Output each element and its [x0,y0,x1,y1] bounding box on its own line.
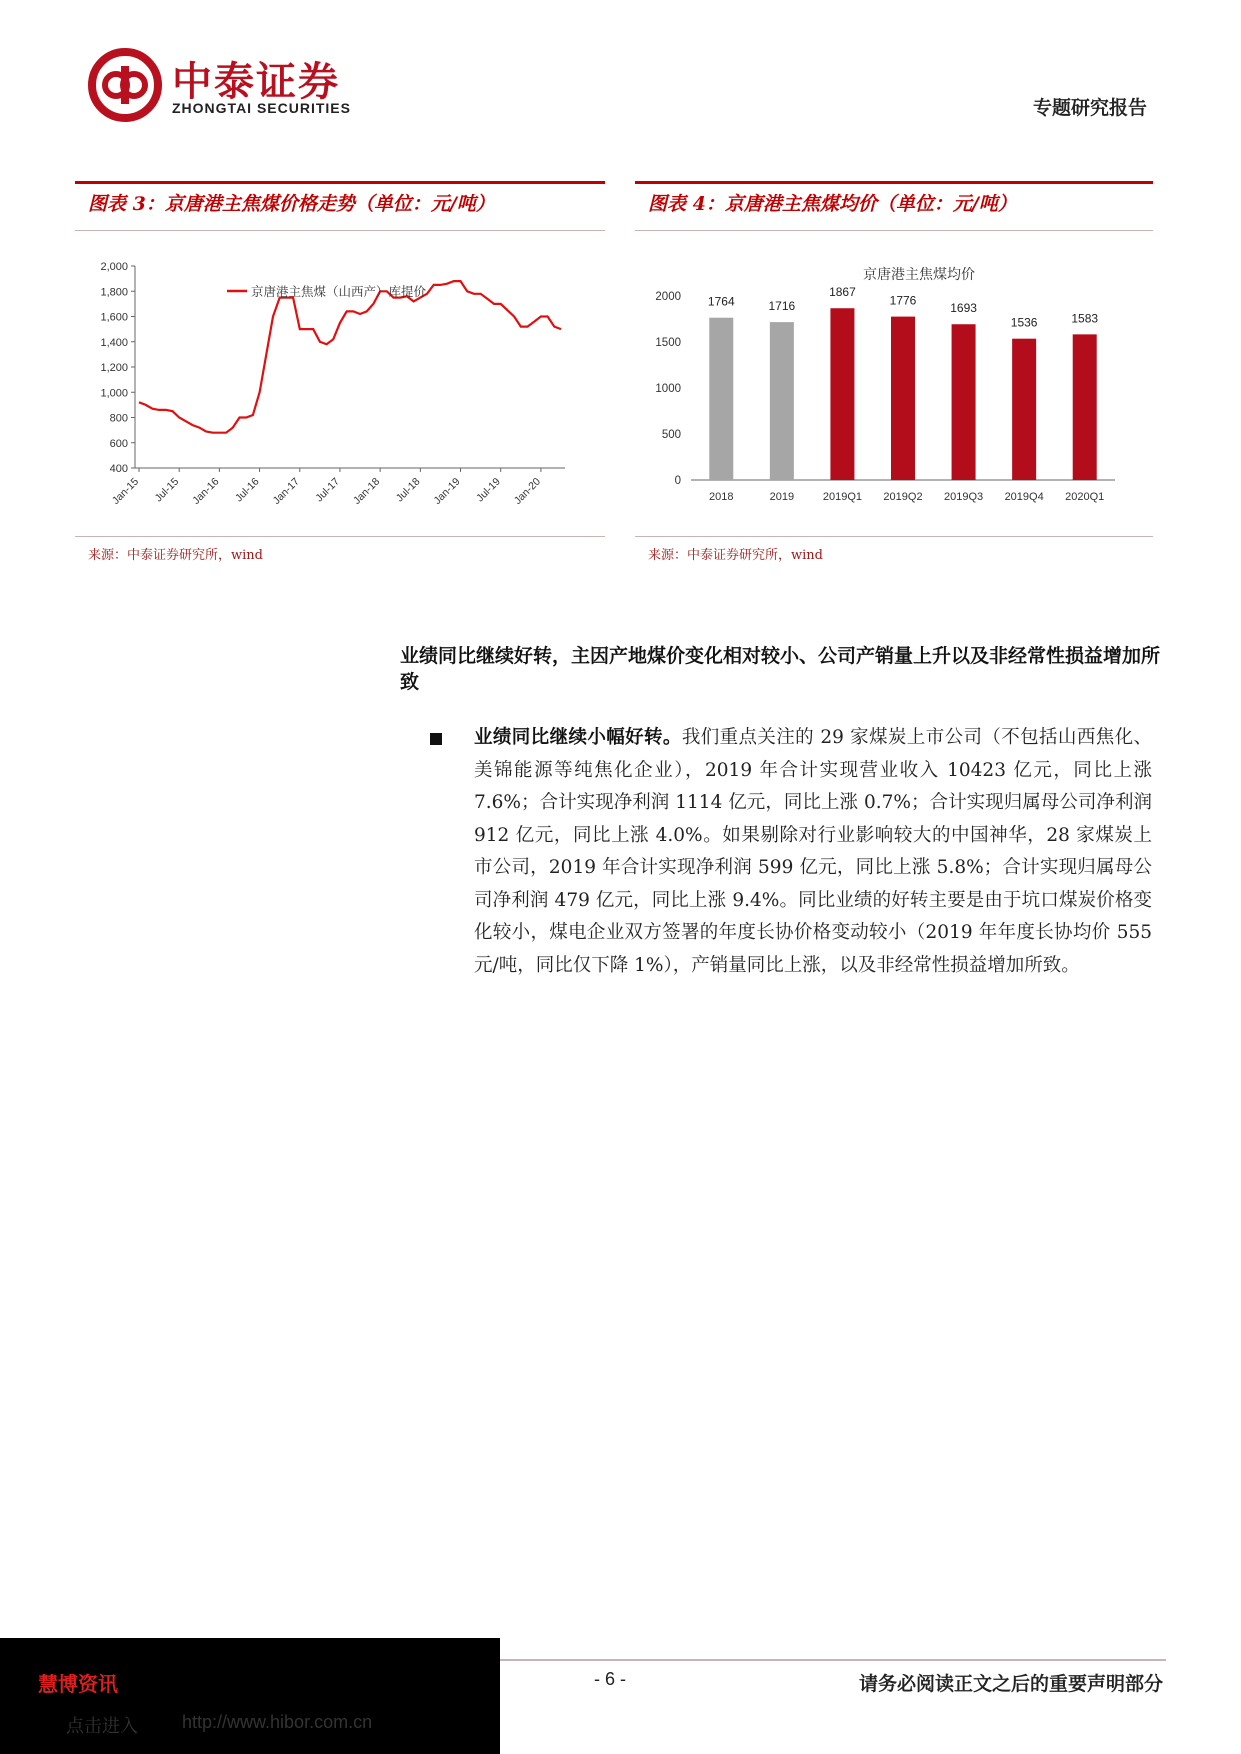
bullet-square-icon [430,733,442,745]
page-number: - 6 - [594,1669,627,1689]
x-category-label: 2020Q1 [1065,491,1105,503]
bar-value-label: 1764 [707,294,735,309]
chart3-heading-rule [75,230,605,231]
paragraph-body: 我们重点关注的 29 家煤炭上市公司（不包括山西焦化、美锦能源等纯焦化企业），2019 年合计实现营业收入 10423 亿元，同比上涨 7.6%；合计实现净利润 1114 亿元，同比上涨 0.7%；合计实现归属母公司净利润 912 亿元，同比上涨 4.0%。如果剔除对行业影响较大的中国神华，28 家煤炭上市公司，2019 年合计实现净利润 599 亿元，同比上涨 5.8%；合计实现归属母公司净利润 479 亿元，同比上涨 9.4%。同比业绩的好转主要是由于坑口煤炭价格变化较小，煤电企业双方签署的年度长协价格变动较小（2019 年年度长协均价 555 元/吨，同比仅下降 1%），产销量同比上涨，以及非经常性损益增加所致。 [474,727,1152,976]
chart4-bottom-rule [635,536,1153,537]
logo-english-name: ZHONGTAI SECURITIES [172,100,351,116]
y-tick-label: 500 [661,429,681,441]
y-tick-label: 1000 [655,383,681,395]
y-tick-label: 2000 [655,291,681,303]
x-tick-label: Jan-20 [511,475,544,507]
x-tick-label: Jan-15 [109,475,142,507]
y-tick-label: 1500 [655,337,681,349]
section-paragraph [474,722,1152,982]
bar-2020Q1 [1073,334,1097,480]
chart4-top-rule [635,181,1153,184]
watermark-url[interactable]: http://www.hibor.com.cn [182,1712,373,1732]
logo-mark-icon [88,48,162,122]
y-tick-label: 1,400 [100,336,128,349]
bar-value-label: 1536 [1010,315,1038,330]
bar-value-label: 1693 [950,301,977,316]
x-category-label: 2019 [769,491,795,503]
chart3-source: 来源：中泰证券研究所，wind [88,548,263,563]
section-heading: 业绩同比继续好转，主因产地煤价变化相对较小、公司产销量上升以及非经常性损益增加所致 [400,645,1161,693]
price-trend-chart [75,262,605,522]
x-tick-label: Jul-15 [152,475,182,505]
x-tick-label: Jul-16 [232,475,262,505]
bar-value-label: 1776 [889,293,917,308]
x-category-label: 2019Q2 [883,491,923,503]
watermark-link-text[interactable]: 点击进入 [66,1716,138,1737]
x-tick-label: Jul-17 [313,475,343,505]
x-tick-label: Jul-18 [393,475,423,505]
y-tick-label: 1,800 [100,286,128,299]
chart3-legend-label: 京唐港主焦煤（山西产）库提价 [251,285,427,299]
company-logo [88,48,162,122]
y-tick-label: 600 [109,437,128,450]
y-tick-label: 800 [109,412,128,425]
x-category-label: 2019Q3 [943,491,984,503]
price-series-line [139,281,561,433]
y-tick-label: 0 [674,475,681,487]
chart3-top-rule [75,181,605,184]
bar-2019 [770,322,794,480]
chart4-heading: 图表 4：京唐港主焦煤均价（单位：元/吨） [648,193,1017,215]
bar-2019Q4 [1012,339,1036,480]
y-tick-label: 2,000 [100,262,128,273]
bar-2019Q2 [891,317,915,480]
bar-value-label: 1716 [768,299,796,314]
paragraph-lead: 业绩同比继续小幅好转。 [474,727,682,748]
average-price-bar-chart [635,256,1153,512]
chart3-heading: 图表 3：京唐港主焦煤价格走势（单位：元/吨） [88,193,495,215]
bar-value-label: 1867 [829,285,856,300]
chart4-source: 来源：中泰证券研究所，wind [648,548,823,563]
y-tick-label: 400 [109,463,128,475]
footer-disclaimer: 请务必阅读正文之后的重要声明部分 [858,1673,1163,1695]
bar-2018 [709,318,733,480]
y-tick-label: 1,200 [100,362,128,374]
watermark-brand: 慧博资讯 [38,1672,118,1696]
y-tick-label: 1,000 [100,387,128,400]
x-tick-label: Jul-19 [474,475,503,505]
x-category-label: 2019Q4 [1004,491,1044,503]
y-tick-label: 1,600 [100,311,128,324]
chart4-heading-rule [635,230,1153,231]
bar-2019Q3 [952,324,976,480]
x-category-label: 2018 [709,491,734,503]
x-tick-label: Jan-17 [270,475,302,507]
x-category-label: 2019Q1 [822,491,863,503]
x-tick-label: Jan-16 [190,475,222,507]
chart3-bottom-rule [75,536,605,537]
report-type-label: 专题研究报告 [1032,97,1147,119]
x-tick-label: Jan-19 [431,475,463,507]
bar-2019Q1 [830,308,854,480]
x-tick-label: Jan-18 [351,475,383,507]
bar-value-label: 1583 [1071,311,1099,326]
logo-chinese-name: 中泰证券 [172,59,340,105]
chart4-title: 京唐港主焦煤均价 [863,266,975,282]
